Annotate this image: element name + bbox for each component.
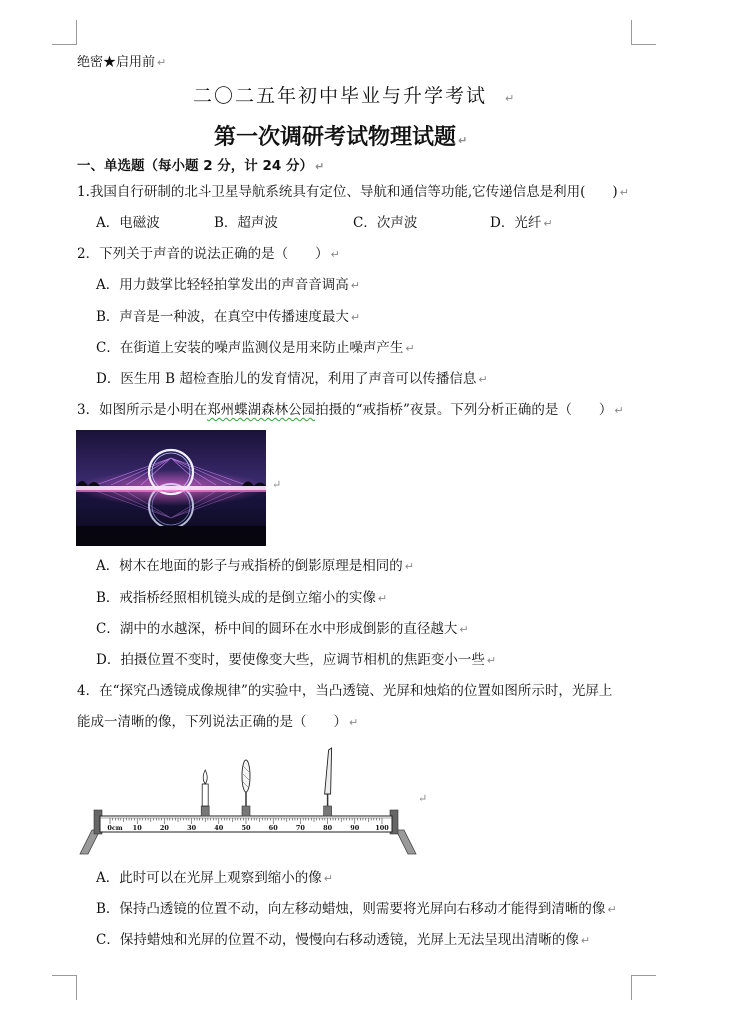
scale-tick-label: 70 [295,824,305,832]
paragraph-mark: ↵ [418,792,428,805]
section-heading: 一、单选题（每小题 2 分，计 24 分） ↵ [77,158,325,174]
candle [202,784,208,806]
question-2-option-d[interactable]: D．医生用 B 超检查胎儿的发育情况，利用了声音可以传播信息 ↵ [96,371,488,387]
question-1-option-b[interactable]: B．超声波 [214,215,278,231]
scale-tick-label: 40 [214,824,224,832]
scale-tick-label: 60 [268,824,278,832]
question-4-option-a[interactable]: A．此时可以在光屏上观察到缩小的像 ↵ [96,870,333,886]
question-4-option-c[interactable]: C．保持蜡烛和光屏的位置不动，慢慢向右移动透镜，光屏上无法呈现出清晰的像 ↵ [96,932,591,948]
place-name: 郑州蝶湖森林公园 [207,402,316,418]
light-screen [325,748,332,794]
exam-subtitle: 第一次调研考试物理试题 ↵ [214,125,468,150]
exam-title: 二〇二五年初中毕业与升学考试 ↵ [193,85,517,107]
candle-holder [201,806,209,816]
scale-tick-label: 100 [375,824,389,832]
question-1-options [96,213,636,233]
paragraph-mark: ↵ [272,478,282,491]
confidential-label: 绝密★启用前 ↵ [77,55,167,70]
candle-flame [203,770,207,784]
question-3-option-c[interactable]: C．湖中的水越深，桥中间的圆环在水中形成倒影的直径越大 ↵ [96,621,469,637]
question-1-stem: 1.我国自行研制的北斗卫星导航系统具有定位、导航和通信等功能,它传递信息是利用( ) ↵ [77,184,629,200]
question-3-option-a[interactable]: A．树木在地面的影子与戒指桥的倒影原理是相同的 ↵ [96,558,414,574]
scale-tick-label: 10 [132,824,142,832]
question-3-option-b[interactable]: B．戒指桥经照相机镜头成的是倒立缩小的实像 ↵ [96,590,388,606]
question-1-option-c[interactable]: C．次声波 [353,215,418,231]
scale-tick-label: 20 [159,824,169,832]
question-3-stem: 3．如图所示是小明在郑州蝶湖森林公园拍摄的“戒指桥”夜景。下列分析正确的是（ ） ↵ [77,402,624,418]
question-2-option-a[interactable]: A．用力鼓掌比轻轻拍掌发出的声音音调高 ↵ [96,277,360,293]
question-2-option-b[interactable]: B．声音是一种波，在真空中传播速度最大 ↵ [96,309,361,325]
question-4-option-b[interactable]: B．保持凸透镜的位置不动，向左移动蜡烛，则需要将光屏向右移动才能得到清晰的像 ↵ [96,901,617,917]
ring-bridge-night-photo [76,430,266,546]
question-2-option-c[interactable]: C．在街道上安装的噪声监测仪是用来防止噪声产生 ↵ [96,340,415,356]
screen-holder [324,806,332,816]
scale-tick-label: 50 [241,824,251,832]
question-1-option-a[interactable]: A．电磁波 [96,215,160,231]
question-1-option-d[interactable]: D．光纤 ↵ [490,215,553,231]
scale-tick-label: 30 [187,824,197,832]
question-4-stem-line-1: 4．在“探究凸透镜成像规律”的实验中，当凸透镜、光屏和烛焰的位置如图所示时，光屏上 [77,683,613,699]
question-2-stem: 2．下列关于声音的说法正确的是（ ） ↵ [77,246,340,262]
question-4-stem-line-2: 能成一清晰的像，下列说法正确的是（ ） ↵ [77,714,359,730]
scale-tick-label: 90 [350,824,360,832]
corner-mark-bottom-left [52,975,77,1000]
lens-holder [242,806,250,816]
scale-unit-label: 0cm [107,824,123,832]
convex-lens [242,760,250,792]
corner-mark-bottom-right [631,975,656,1000]
corner-mark-top-left [52,20,77,45]
scale-tick-label: 80 [323,824,333,832]
question-3-option-d[interactable]: D．拍摄位置不变时，要使像变大些，应调节相机的焦距变小一些 ↵ [96,652,497,668]
right-leg [396,830,416,854]
corner-mark-top-right [631,20,656,45]
optical-bench-diagram [78,744,418,858]
